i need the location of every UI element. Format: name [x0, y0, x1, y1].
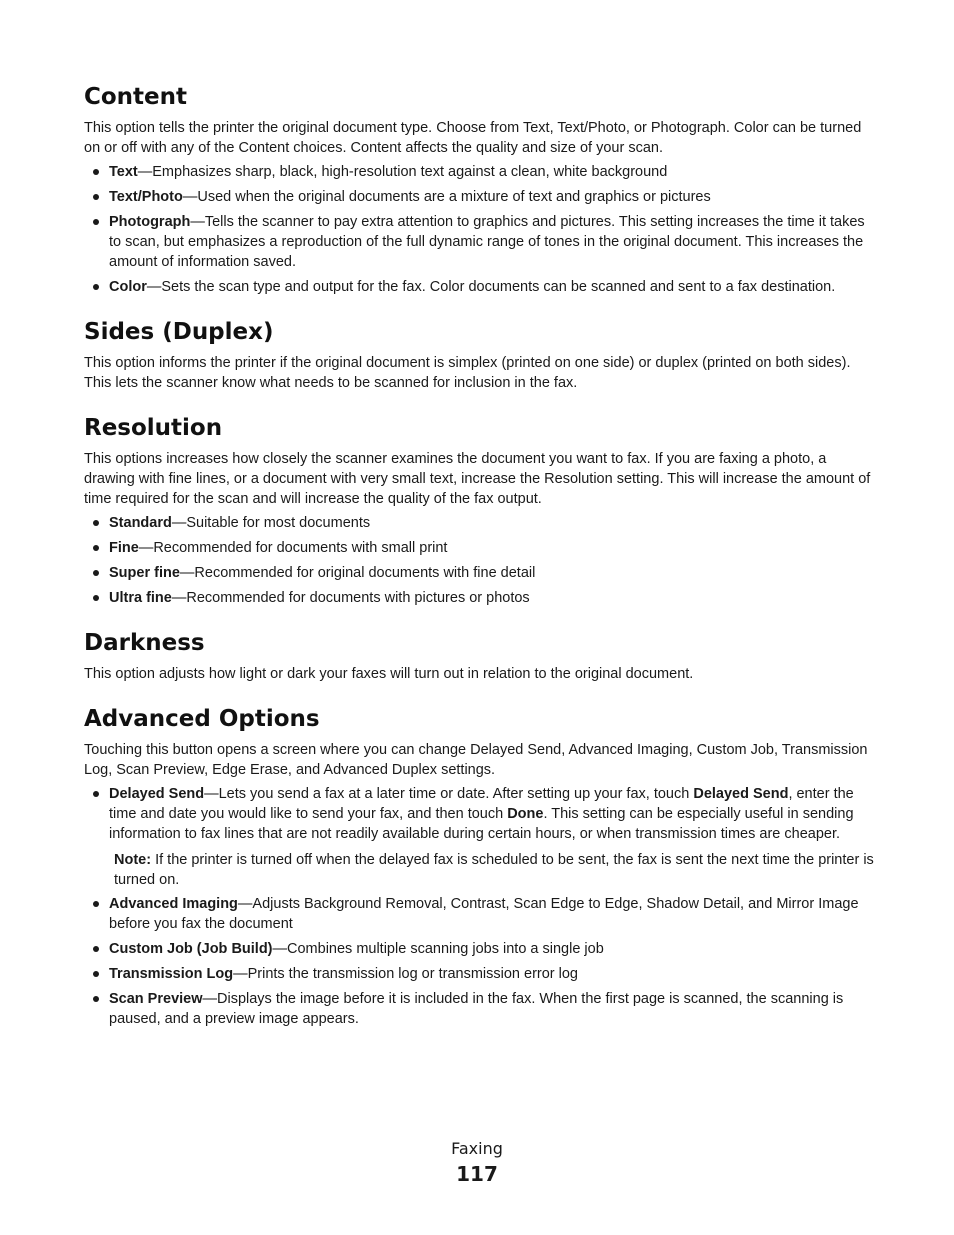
- list-item: [84, 784, 874, 844]
- item-term: Photograph: [109, 214, 191, 230]
- footer-section-name: Faxing: [451, 1139, 503, 1158]
- heading-advanced: Advanced Options: [84, 706, 320, 732]
- content-intro: This option tells the printer the original document type. Choose from Text, Text/Photo, or Photograph. Color can be turned on or off with any of the Content choices. Content affects the quality and size of your scan.: [84, 120, 862, 156]
- bullet-icon: [93, 971, 99, 977]
- resolution-intro: This options increases how closely the scanner examines the document you want to fax. If you are faxing a photo, a drawing with fine lines, or a document with very small text, increase the Resolution setting. This will increase the amount of time required for the scan and will increase the quality of the fax output.: [84, 451, 871, 507]
- list-item: [84, 162, 874, 182]
- item-text: —Sets the scan type and output for the fax. Color documents can be scanned and sent to a fax destination.: [146, 279, 836, 295]
- bullet-icon: [93, 169, 99, 175]
- item-text: —Tells the scanner to pay extra attention to graphics and pictures. This setting increases the time it takes to scan, but emphasizes a reproduction of the full dynamic range of tones in the original document. This increases the amount of information saved.: [109, 214, 865, 270]
- section-advanced: [84, 704, 874, 1029]
- list-item: [84, 894, 874, 934]
- bullet-icon: [93, 284, 99, 290]
- bullet-icon: [93, 595, 99, 601]
- item-term: Text: [109, 164, 138, 180]
- page-number: 117: [456, 1162, 498, 1186]
- item-emphasis: Delayed Send: [693, 786, 789, 802]
- bullet-icon: [93, 219, 99, 225]
- section-content: [84, 82, 874, 297]
- note-text: If the printer is turned off when the delayed fax is scheduled to be sent, the fax is sent the next time the printer is turned on.: [114, 852, 874, 888]
- list-item: [84, 939, 874, 959]
- item-text: —Recommended for documents with pictures or photos: [171, 590, 530, 606]
- item-text: —Prints the transmission log or transmission error log: [233, 966, 578, 982]
- bullet-icon: [93, 545, 99, 551]
- section-resolution: [84, 413, 874, 608]
- note: [114, 850, 874, 890]
- item-text: . This setting can be especially useful in sending information to fax lines that are not readily available during certain hours, or when transmission times are cheaper.: [109, 806, 854, 842]
- list-item: [84, 989, 874, 1029]
- section-sides: [84, 317, 874, 393]
- page-body: [84, 82, 874, 1049]
- bullet-icon: [93, 194, 99, 200]
- heading-content: Content: [84, 84, 188, 110]
- item-emphasis: Done: [507, 806, 544, 822]
- item-text: —Emphasizes sharp, black, high-resolution text against a clean, white background: [137, 164, 668, 180]
- item-term: Super fine: [109, 565, 180, 581]
- item-term: Color: [109, 279, 147, 295]
- darkness-intro: This option adjusts how light or dark your faxes will turn out in relation to the original document.: [84, 666, 694, 682]
- item-text: —Suitable for most documents: [171, 515, 371, 531]
- heading-darkness: Darkness: [84, 630, 205, 656]
- heading-resolution: Resolution: [84, 415, 223, 441]
- heading-sides: Sides (Duplex): [84, 319, 274, 345]
- item-text: —Recommended for documents with small print: [138, 540, 448, 556]
- bullet-icon: [93, 996, 99, 1002]
- list-item: [84, 563, 874, 583]
- content-list: [84, 162, 874, 297]
- note-label: Note:: [114, 852, 152, 868]
- item-term: Fine: [109, 540, 139, 556]
- item-text: , enter the time and date you would like to send your fax, and then touch: [109, 786, 854, 822]
- bullet-icon: [93, 570, 99, 576]
- list-item: [84, 588, 874, 608]
- item-term: Custom Job (Job Build): [109, 941, 273, 957]
- bullet-icon: [93, 791, 99, 797]
- item-term: Scan Preview: [109, 991, 203, 1007]
- item-text: —Combines multiple scanning jobs into a single job: [272, 941, 604, 957]
- item-term: Ultra fine: [109, 590, 172, 606]
- resolution-list: [84, 513, 874, 608]
- list-item: [84, 212, 874, 272]
- item-term: Standard: [109, 515, 172, 531]
- page-footer: [0, 1138, 954, 1188]
- section-darkness: [84, 628, 874, 684]
- bullet-icon: [93, 520, 99, 526]
- item-text: —Used when the original documents are a mixture of text and graphics or pictures: [182, 189, 711, 205]
- item-term: Advanced Imaging: [109, 896, 238, 912]
- item-term: Transmission Log: [109, 966, 234, 982]
- item-text: —Displays the image before it is included in the fax. When the first page is scanned, the scanning is paused, and a preview image appears.: [109, 991, 844, 1027]
- advanced-intro: Touching this button opens a screen where you can change Delayed Send, Advanced Imaging, Custom Job, Transmission Log, Scan Preview, Edge Erase, and Advanced Duplex settings.: [84, 742, 868, 778]
- item-text: —Lets you send a fax at a later time or date. After setting up your fax, touch: [204, 786, 694, 802]
- list-item: [84, 513, 874, 533]
- list-item: [84, 277, 874, 297]
- item-term: Delayed Send: [109, 786, 205, 802]
- bullet-icon: [93, 946, 99, 952]
- sides-intro: This option informs the printer if the original document is simplex (printed on one side) or duplex (printed on both sides). This lets the scanner know what needs to be scanned for inclusion in the fax.: [84, 355, 851, 391]
- list-item: [84, 538, 874, 558]
- item-text: —Recommended for original documents with fine detail: [179, 565, 536, 581]
- advanced-list-continued: [84, 894, 874, 1029]
- item-term: Text/Photo: [109, 189, 183, 205]
- list-item: [84, 964, 874, 984]
- list-item: [84, 187, 874, 207]
- advanced-list: [84, 784, 874, 844]
- item-text: —Adjusts Background Removal, Contrast, Scan Edge to Edge, Shadow Detail, and Mirror Image before you fax the document: [109, 896, 859, 932]
- bullet-icon: [93, 901, 99, 907]
